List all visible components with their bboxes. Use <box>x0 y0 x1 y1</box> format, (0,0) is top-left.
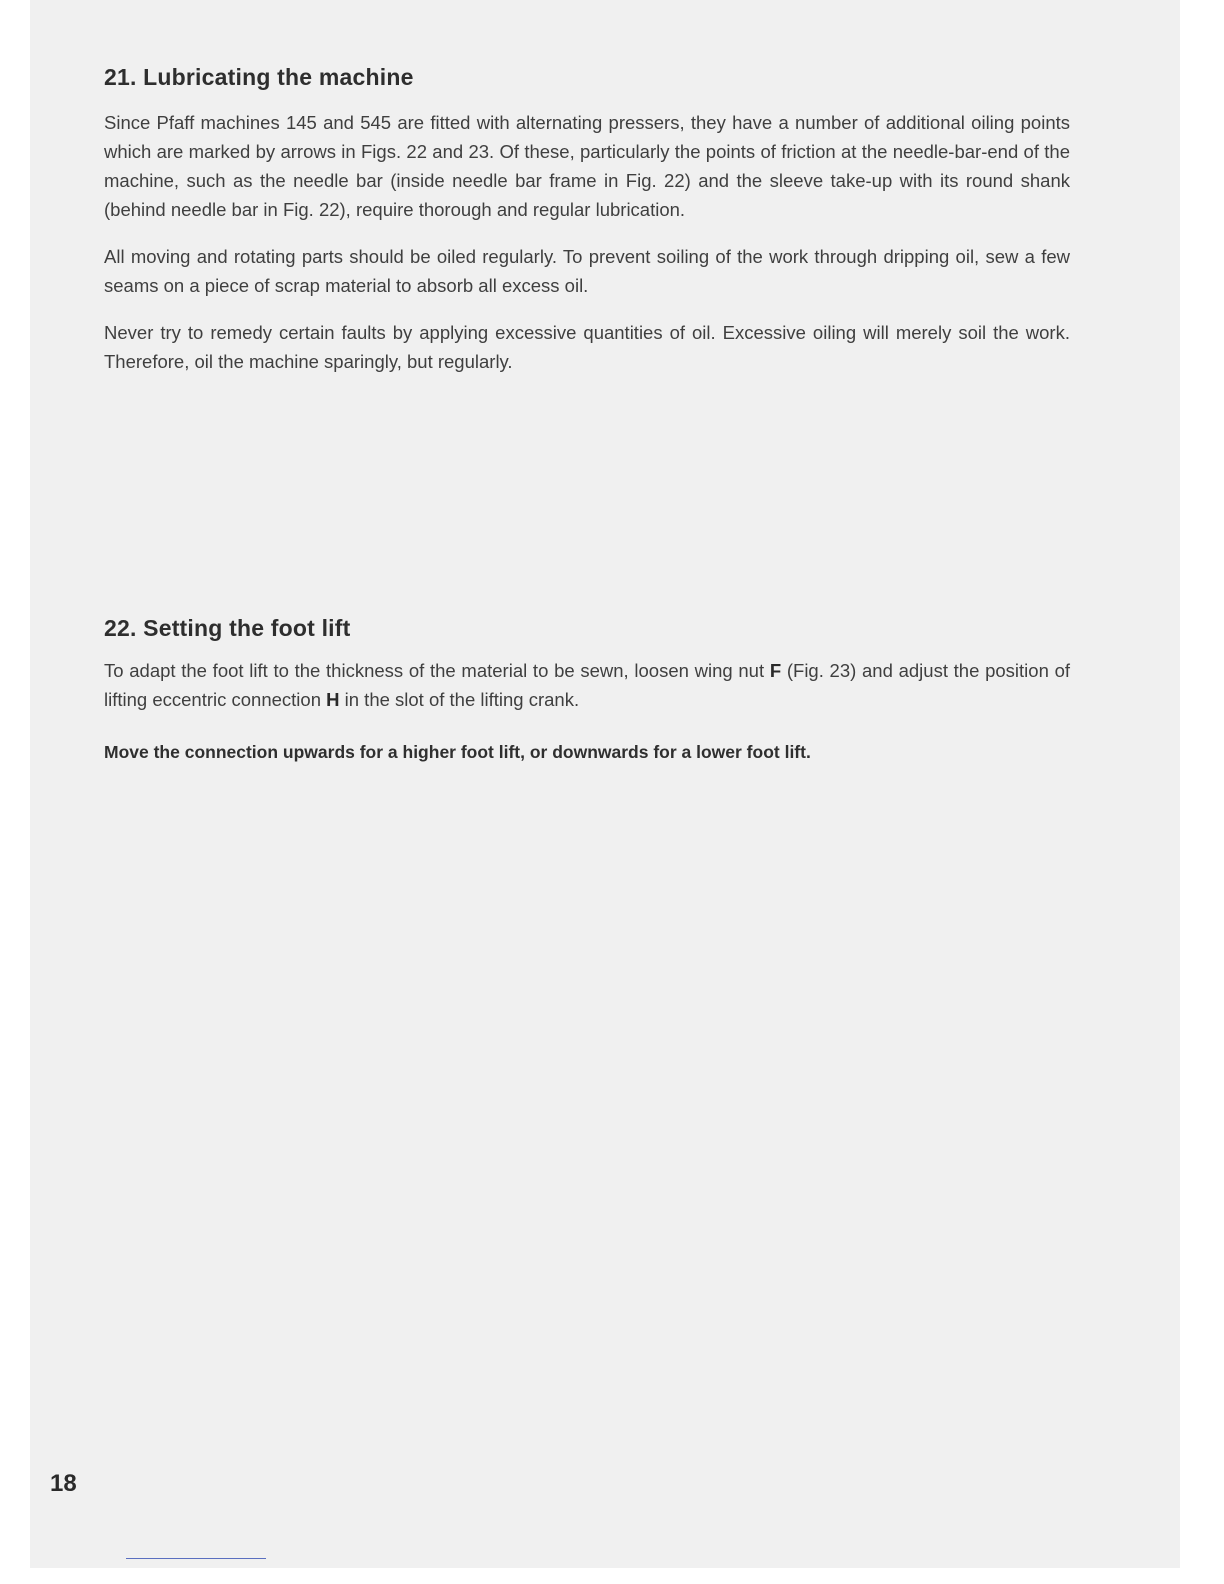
part-reference-label: F <box>769 660 782 681</box>
divider <box>126 1558 266 1559</box>
section-heading: 22. Setting the foot lift <box>104 615 351 641</box>
paragraph: All moving and rotating parts should be oiled regularly. To prevent soiling of the work through dripping oil, sew a few seams on a piece of scrap material to absorb all excess oil. <box>104 246 1070 296</box>
paragraph: Since Pfaff machines 145 and 545 are fitted with alternating pressers, they have a number of additional oiling points which are marked by arrows in Figs. 22 and 23. Of these, particularly the points of friction at the needle-bar-end of the machine, such as the needle bar (inside needle bar frame in Fig. 22) and the sleeve take-up with its round shank (behind needle bar in Fig. 22), require thorough and regular lubrication. <box>104 112 1070 220</box>
section-heading: 21. Lubricating the machine <box>104 64 414 90</box>
section-lubricating <box>104 64 1070 376</box>
paragraph-text: in the slot of the lifting crank. <box>339 689 580 710</box>
paragraph <box>104 656 1070 714</box>
part-reference-label: H <box>326 689 340 710</box>
section-foot-lift <box>104 615 1070 767</box>
page-number: 18 <box>50 1470 77 1497</box>
paragraph: Never try to remedy certain faults by applying excessive quantities of oil. Excessive oiling will merely soil the work. Therefore, oil the machine sparingly, but regularly. <box>104 322 1070 372</box>
paragraph-text: (Fig. 23) and adjust the position of lifting eccentric connection <box>104 660 1070 710</box>
manual-page <box>30 0 1180 1568</box>
bold-note: Move the connection upwards for a higher foot lift, or downwards for a lower foot lift. <box>104 742 811 762</box>
paragraph-text: To adapt the foot lift to the thickness of the material to be sewn, loosen wing nut <box>104 660 770 681</box>
